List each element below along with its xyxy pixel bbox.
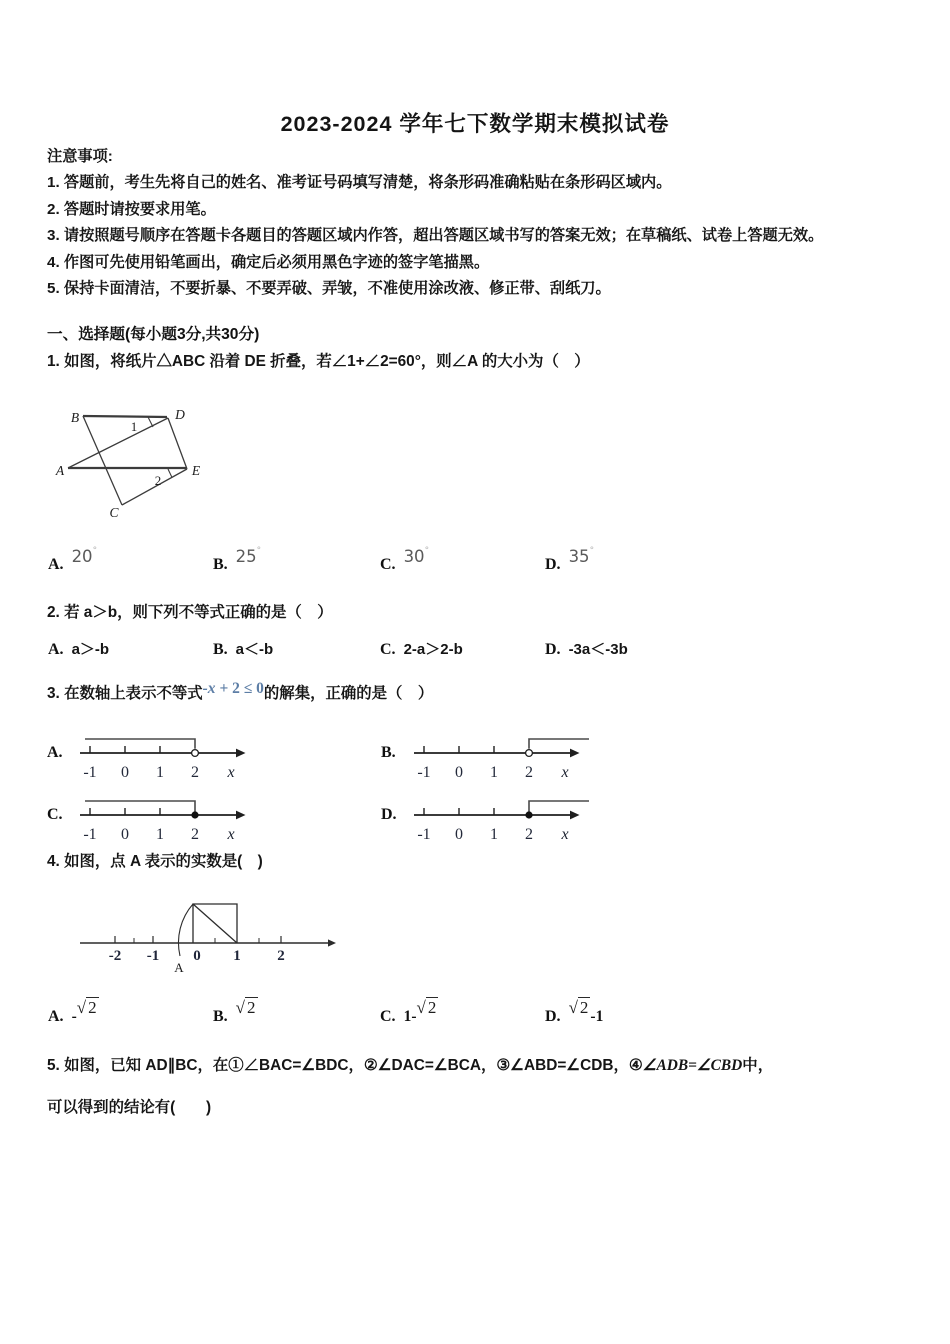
- q3-stem-post: 的解集，正确的是（ ）: [263, 685, 434, 702]
- q5-text: 中，: [742, 1057, 774, 1074]
- radicand: 2: [247, 998, 256, 1017]
- option-letter: D.: [545, 641, 561, 658]
- segment-bd: [83, 416, 167, 417]
- q3-option-d-letter: D.: [381, 806, 397, 823]
- radicand: 2: [88, 998, 97, 1017]
- q5-stem-line2: 可以得到的结论有( ): [47, 1099, 212, 1116]
- option-letter: C.: [380, 556, 396, 573]
- option-text: 2-a＞2-b: [403, 641, 463, 658]
- q3-numberline-b: [412, 734, 590, 785]
- radical-expression: [77, 998, 99, 1017]
- option-letter: C.: [380, 641, 396, 658]
- tick-label: -1: [417, 764, 431, 781]
- q3-option-a-letter: A.: [47, 744, 63, 761]
- vertex-label-d: D: [175, 407, 185, 422]
- q2-option-a: [48, 638, 109, 659]
- option-text: -3a＜-3b: [568, 641, 628, 658]
- q5-stem-line1: [47, 1053, 773, 1075]
- radicand: 2: [579, 998, 589, 1017]
- q3-numberline-d: [412, 796, 590, 847]
- q4-option-d: [545, 998, 604, 1026]
- tick-label: 2: [191, 826, 199, 843]
- angle1-tick: [148, 417, 153, 427]
- ray-segment-left: [85, 739, 195, 749]
- tick-label: 2: [191, 764, 199, 781]
- radical-sign: √: [76, 998, 87, 1017]
- q3-stem: [47, 681, 433, 703]
- closed-endpoint: [525, 811, 532, 818]
- q4-stem: 4. 如图，点 A 表示的实数是( ): [47, 853, 263, 870]
- option-letter: D.: [545, 1008, 561, 1025]
- number-line-axis: [412, 796, 590, 822]
- x-axis-label: x: [227, 826, 235, 843]
- option-prefix: -: [71, 1008, 77, 1025]
- point-a-label: A: [174, 960, 184, 975]
- q1-option-d: [545, 546, 595, 574]
- tick-label: -1: [146, 948, 160, 964]
- ray-segment-left: [85, 801, 195, 812]
- x-axis-label: x: [561, 764, 569, 781]
- option-text: a＜-b: [235, 641, 274, 658]
- tick-label: -1: [417, 826, 431, 843]
- q2-option-d: [545, 638, 628, 659]
- axis-arrow: [236, 749, 246, 758]
- q1-figure-folded-triangle: [50, 398, 220, 523]
- q1-stem: 1. 如图，将纸片△ABC 沿着 DE 折叠，若∠1+∠2=60°，则∠A 的大小为（ ）: [47, 353, 590, 370]
- tick-label: 2: [277, 948, 285, 964]
- open-endpoint: [526, 750, 533, 757]
- notice-item-5: 5. 保持卡面清洁，不要折暴、不要弄破、弄皱，不准使用涂改液、修正带、刮纸刀。: [47, 280, 611, 298]
- vertex-label-a: A: [55, 463, 65, 478]
- closed-endpoint: [191, 811, 198, 818]
- option-letter: C.: [380, 1008, 396, 1025]
- q3-option-b-letter: B.: [381, 744, 396, 761]
- radical-sign: √: [235, 998, 246, 1017]
- tick-label: 0: [455, 764, 463, 781]
- option-text: a＞-b: [71, 641, 110, 658]
- angle2-label: 2: [154, 473, 162, 488]
- tick-label: -1: [83, 826, 97, 843]
- ray-segment-right: [529, 739, 589, 749]
- q4-option-a: [48, 998, 99, 1026]
- q1-option-c: [380, 546, 430, 574]
- angle2-tick: [168, 469, 172, 478]
- q4-option-b: [213, 998, 258, 1026]
- section-heading: 一、选择题(每小题3分,共30分): [47, 326, 260, 343]
- notice-item-2: 2. 答题时请按要求用笔。: [47, 200, 216, 218]
- degree-symbol: °: [589, 546, 595, 556]
- radical-expression: [569, 998, 591, 1017]
- q1-option-a: [48, 546, 98, 574]
- tick-label: -2: [108, 948, 122, 964]
- x-axis-label: x: [227, 764, 235, 781]
- q2-option-c: [380, 638, 463, 659]
- tick-label: -1: [83, 764, 97, 781]
- option-letter: A.: [48, 1008, 64, 1025]
- open-endpoint: [192, 750, 199, 757]
- number-line-axis: [78, 734, 256, 760]
- number-line-axis: [412, 734, 590, 760]
- tick-label: 2: [525, 764, 533, 781]
- tick-labels: [78, 765, 256, 785]
- quarter-arc: [178, 904, 193, 956]
- q3-stem-pre: 3. 在数轴上表示不等式: [47, 685, 203, 702]
- notice-item-1: 1. 答题前，考生先将自己的姓名、准考证号码填写清楚，将条形码准确粘贴在条形码区域内。: [47, 174, 672, 192]
- tick-label: 1: [156, 764, 164, 781]
- notice-section: [47, 144, 927, 302]
- tick-labels: [412, 765, 590, 785]
- axis-arrow: [570, 811, 580, 820]
- option-letter: B.: [213, 556, 228, 573]
- option-letter: A.: [48, 641, 64, 658]
- segment-de: [168, 418, 187, 469]
- notice-item-3: 3. 请按照题号顺序在答题卡各题目的答题区域内作答，超出答题区域书写的答案无效；在草稿纸、试卷上答题无效。: [47, 227, 824, 245]
- tick-label: 0: [121, 764, 129, 781]
- tick-label: 0: [193, 948, 201, 964]
- axis-arrow: [236, 811, 246, 820]
- q5-italic-formula: ∠ADB=∠CBD: [642, 1057, 743, 1074]
- tick-labels: [412, 827, 590, 847]
- tick-label: 1: [233, 948, 241, 964]
- q3-numberline-c: [78, 796, 256, 847]
- axis-arrow: [570, 749, 580, 758]
- angle1-label: 1: [130, 419, 138, 434]
- option-letter: B.: [213, 1008, 228, 1025]
- radicand: 2: [427, 998, 437, 1017]
- tick-label: 0: [121, 826, 129, 843]
- tick-label: 1: [490, 764, 498, 781]
- tick-label: 1: [490, 826, 498, 843]
- option-value: 25°: [235, 546, 262, 566]
- option-value: 35°: [568, 546, 595, 566]
- q3-option-c-letter: C.: [47, 806, 63, 823]
- option-letter: D.: [545, 556, 561, 573]
- radical-sign: √: [568, 998, 578, 1017]
- degree-symbol: °: [256, 546, 262, 556]
- x-axis-label: x: [561, 826, 569, 843]
- q5-text: 5. 如图，已知 AD∥BC，在①∠BAC=∠BDC，②∠DAC=∠BCA，③∠ABD=∠CDB，④: [47, 1057, 643, 1074]
- tick-label: 0: [455, 826, 463, 843]
- tick-label: 2: [525, 826, 533, 843]
- segment-ad: [68, 418, 168, 468]
- radical-expression: [416, 998, 438, 1017]
- segment-bc: [83, 416, 122, 505]
- option-suffix: -1: [590, 1008, 604, 1025]
- option-prefix: 1-: [403, 1008, 417, 1025]
- page-title: 2023-2024 学年七下数学期末模拟试卷: [280, 112, 670, 136]
- tick-labels: [78, 827, 256, 847]
- q3-numberline-a: [78, 734, 256, 785]
- vertex-label-e: E: [191, 463, 201, 478]
- notice-item-4: 4. 作图可先使用铅笔画出，确定后必须用黑色字迹的签字笔描黑。: [47, 253, 490, 271]
- option-letter: A.: [48, 556, 64, 573]
- option-value: 20°: [71, 546, 98, 566]
- vertex-label-b: B: [70, 410, 80, 425]
- degree-symbol: °: [92, 546, 98, 556]
- inequality-formula: -x + 2 ≤ 0: [202, 680, 264, 697]
- axis-arrow: [328, 939, 336, 946]
- q2-stem: 2. 若 a＞b，则下列不等式正确的是（ ）: [47, 604, 333, 621]
- option-value: 30°: [403, 546, 430, 566]
- q1-option-b: [213, 546, 262, 574]
- tick-label: 1: [156, 826, 164, 843]
- notice-heading: 注意事项:: [47, 148, 113, 165]
- q2-option-b: [213, 638, 273, 659]
- radical-expression: [236, 998, 258, 1017]
- degree-symbol: °: [424, 546, 430, 556]
- square-diagonal: [193, 904, 237, 943]
- q4-option-c: [380, 998, 438, 1026]
- option-letter: B.: [213, 641, 228, 658]
- radical-sign: √: [416, 998, 426, 1017]
- vertex-label-c: C: [109, 505, 119, 520]
- number-line-axis: [78, 796, 256, 822]
- q4-figure-number-line-square: [72, 876, 342, 976]
- ray-segment-right: [529, 801, 589, 812]
